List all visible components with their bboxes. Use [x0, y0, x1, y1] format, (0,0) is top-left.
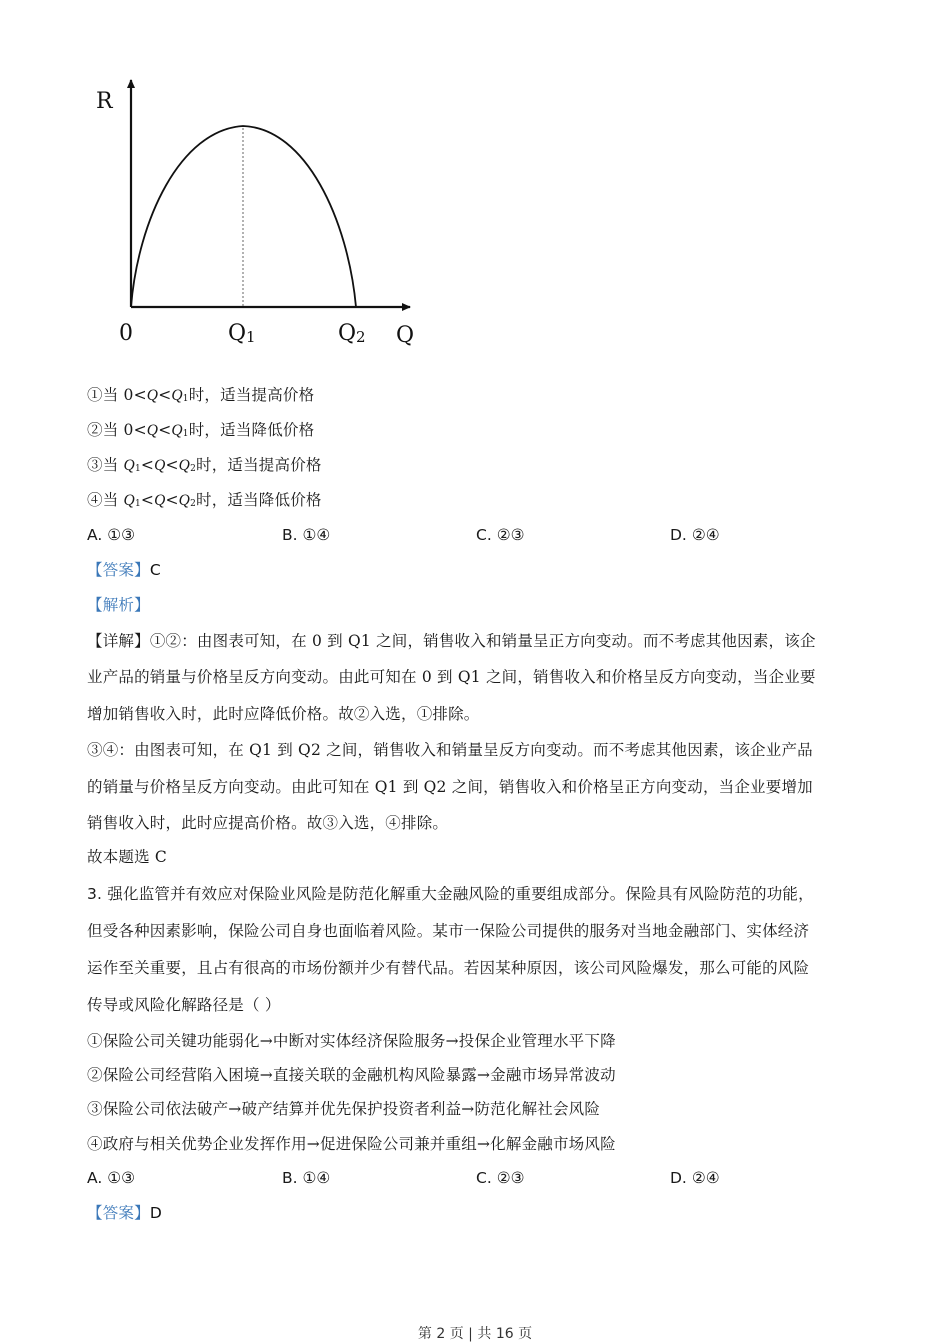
y-axis-label: R: [96, 89, 113, 114]
option-value: ②④: [691, 526, 720, 544]
var-q1: Q: [171, 422, 183, 439]
option-value: ①④: [302, 526, 331, 544]
total-pages: 16: [495, 1326, 514, 1342]
sub: 1: [134, 464, 141, 474]
statement-pre: 当 0<: [102, 386, 147, 404]
option-letter: A.: [87, 1169, 103, 1187]
sub: 1: [134, 499, 141, 509]
detail-text: ③④：由图表可知，在 Q1 到 Q2 之间，销售收入和销量呈反方向变动。而不考虑其他因素，该企业产品: [87, 741, 813, 759]
q2-options: [87, 525, 887, 545]
detail-text: 增加销售收入时，此时应降低价格。故②入选，①排除。: [87, 705, 480, 723]
q3-statement-1: [87, 1031, 616, 1051]
sub: 2: [190, 499, 196, 509]
statement-num: ③: [87, 456, 103, 474]
sub: 1: [182, 394, 189, 404]
current-page: 2: [436, 1326, 446, 1342]
statement-text: ③保险公司依法破产→破产结算并优先保护投资者利益→防范化解社会风险: [87, 1100, 601, 1118]
option-letter: B.: [282, 526, 298, 544]
option-value: ①③: [107, 1169, 135, 1187]
conclusion-text: 故本题选 C: [87, 848, 167, 866]
lt: <: [140, 491, 155, 509]
var-q1: Q: [171, 387, 183, 404]
q3-stem-line-2: [87, 921, 809, 941]
lt: <: [158, 386, 172, 404]
q3-stem-line-4: [87, 995, 281, 1015]
footer-pre: 第: [417, 1326, 432, 1342]
option-value: ①④: [302, 1169, 331, 1187]
stem-text: 强化监管并有效应对保险业风险是防范化解重大金融风险的重要组成部分。保险具有风险防范的功能，: [102, 885, 814, 903]
q3-option-b[interactable]: [282, 1168, 330, 1188]
detail-text: 业产品的销量与价格呈反方向变动。由此可知在 0 到 Q1 之间，销售收入和价格呈反方向变动，当企业要: [87, 668, 816, 686]
q2-analysis-heading: [87, 595, 150, 615]
analysis-tag: 【解析】: [87, 596, 150, 614]
q2-statement-1: [87, 385, 314, 409]
statement-num: ④: [87, 491, 103, 509]
revenue-quantity-chart: [80, 70, 430, 360]
option-letter: C.: [476, 526, 492, 544]
q1-label: Q1: [228, 321, 256, 346]
option-letter: A.: [87, 526, 103, 544]
lt: <: [165, 456, 179, 474]
stem-text: 但受各种因素影响，保险公司自身也面临着风险。某市一保险公司提供的服务对当地金融部门、实体经济: [87, 922, 810, 940]
answer-value: C: [149, 561, 161, 579]
option-value: ②③: [496, 1169, 525, 1187]
q2-statement-3: [87, 455, 322, 479]
x-axis-label: Q: [396, 323, 415, 348]
q3-answer: [87, 1203, 162, 1223]
sub: 2: [190, 464, 196, 474]
q2-detail-line-4: [87, 740, 813, 760]
option-letter: D.: [670, 1169, 687, 1187]
q2-detail-line-2: [87, 667, 816, 687]
q3-stem-line-1: [87, 884, 814, 904]
statement-post: 时，适当提高价格: [188, 386, 315, 404]
q2-answer: [87, 560, 161, 580]
chart-svg: [80, 70, 430, 360]
question-number: 3.: [87, 885, 103, 903]
statement-text: ①保险公司关键功能弱化→中断对实体经济保险服务→投保企业管理水平下降: [87, 1032, 616, 1050]
detail-text: ①②：由图表可知，在 0 到 Q1 之间，销售收入和销量呈正方向变动。而不考虑其他因素，该企: [149, 632, 816, 650]
var-q2: Q: [178, 457, 191, 474]
statement-post: 时，适当降低价格: [188, 421, 315, 439]
var-q1: Q: [123, 492, 135, 509]
stem-text: 运作至关重要，且占有很高的市场份额并少有替代品。若因某种原因，该公司风险爆发，那么可能的风险: [87, 959, 810, 977]
answer-value: D: [149, 1204, 162, 1222]
q3-option-a[interactable]: [87, 1168, 135, 1188]
q3-statement-3: [87, 1099, 600, 1119]
q3-option-d[interactable]: [670, 1168, 720, 1188]
q2-statement-2: [87, 420, 314, 444]
option-value: ①③: [107, 526, 135, 544]
q3-options: [87, 1168, 887, 1188]
q3-statement-4: [87, 1134, 616, 1154]
page-footer: [0, 1323, 950, 1343]
q2-statement-4: [87, 490, 322, 514]
q3-statement-2: [87, 1065, 616, 1085]
var-q2: Q: [178, 492, 191, 509]
q2-detail-line-5: [87, 777, 813, 797]
statement-pre: 当 0<: [102, 421, 147, 439]
q3-option-c[interactable]: [476, 1168, 524, 1188]
var-q: Q: [154, 492, 166, 509]
statement-num: ②: [87, 421, 103, 439]
detail-text: 的销量与价格呈反方向变动。由此可知在 Q1 到 Q2 之间，销售收入和价格呈正方向变动，当企业要增加: [87, 778, 813, 796]
q3-stem-line-3: [87, 958, 809, 978]
var-q: Q: [146, 422, 159, 439]
q2-option-c[interactable]: [476, 525, 524, 545]
q2-option-d[interactable]: [670, 525, 720, 545]
stem-text: 传导或风险化解路径是（ ）: [87, 996, 281, 1014]
lt: <: [165, 491, 179, 509]
statement-text: ②保险公司经营陷入困境→直接关联的金融机构风险暴露→金融市场异常波动: [87, 1066, 616, 1084]
var-q1: Q: [123, 457, 135, 474]
option-letter: C.: [476, 1169, 492, 1187]
statement-pre: 当: [102, 491, 124, 509]
footer-post: 页: [518, 1326, 533, 1342]
origin-label: 0: [119, 321, 133, 346]
option-letter: D.: [670, 526, 687, 544]
statement-num: ①: [87, 386, 103, 404]
statement-text: ④政府与相关优势企业发挥作用→促进保险公司兼并重组→化解金融市场风险: [87, 1135, 616, 1153]
footer-mid: 页 | 共: [449, 1326, 492, 1342]
option-letter: B.: [282, 1169, 298, 1187]
q2-detail-line-1: [87, 631, 816, 651]
option-value: ②④: [691, 1169, 720, 1187]
q2-conclusion: [87, 847, 167, 867]
var-q: Q: [154, 457, 166, 474]
q2-option-a[interactable]: [87, 525, 135, 545]
statement-post: 时，适当降低价格: [196, 491, 322, 509]
lt: <: [140, 456, 155, 474]
q2-detail-line-3: [87, 704, 480, 724]
q2-detail-line-6: [87, 813, 448, 833]
detail-text: 销售收入时，此时应提高价格。故③入选，④排除。: [87, 814, 449, 832]
lt: <: [158, 421, 172, 439]
statement-post: 时，适当提高价格: [196, 456, 322, 474]
option-value: ②③: [496, 526, 525, 544]
answer-tag: 【答案】: [87, 561, 150, 579]
q2-option-b[interactable]: [282, 525, 330, 545]
var-q: Q: [146, 387, 159, 404]
sub: 1: [182, 429, 189, 439]
answer-tag: 【答案】: [87, 1204, 150, 1222]
q2-label: Q2: [338, 321, 366, 346]
detail-tag: 【详解】: [87, 632, 150, 650]
statement-pre: 当: [102, 456, 124, 474]
